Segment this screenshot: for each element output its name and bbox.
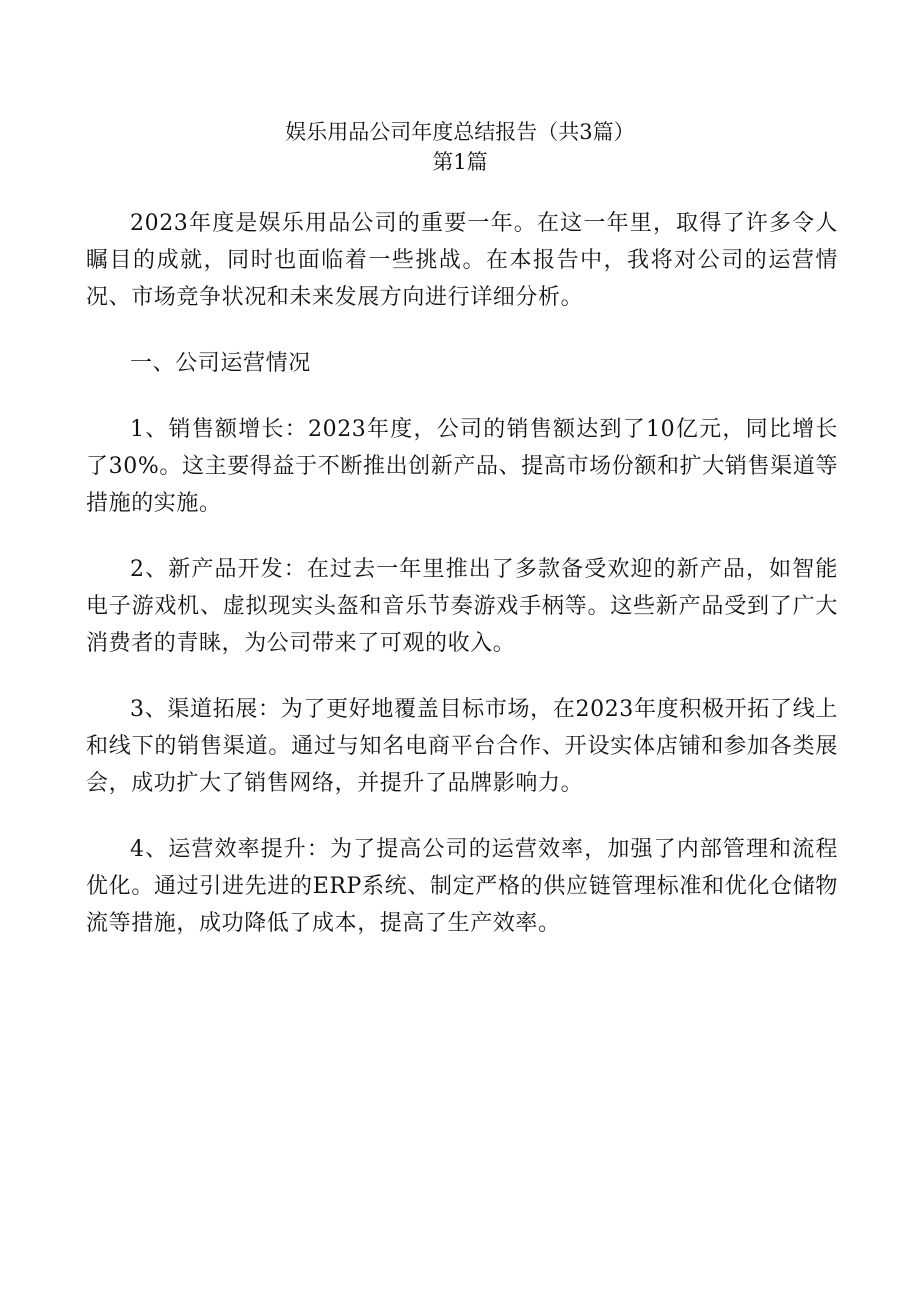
document-title: 娱乐用品公司年度总结报告（共3篇）: [285, 120, 635, 144]
list-item-channel-expansion: 3、渠道拓展：为了更好地覆盖目标市场，在2023年度积极开拓了线上和线下的销售渠道。通过与知名电商平台合作、开设实体店铺和参加各类展会，成功扩大了销售网络，并提升了品牌影响力。: [86, 697, 838, 796]
list-item-new-products: 2、新产品开发：在过去一年里推出了多款备受欢迎的新产品，如智能电子游戏机、虚拟现实头盔和音乐节奏游戏手柄等。这些新产品受到了广大消费者的青睐，为公司带来了可观的收入。: [86, 557, 838, 656]
section-heading: 一、公司运营情况: [130, 351, 311, 376]
intro-paragraph: 2023年度是娱乐用品公司的重要一年。在这一年里，取得了许多令人瞩目的成就，同时也面临着一些挑战。在本报告中，我将对公司的运营情况、市场竞争状况和未来发展方向进行详细分析。: [86, 211, 838, 310]
list-item-efficiency: 4、运营效率提升：为了提高公司的运营效率，加强了内部管理和流程优化。通过引进先进的ERP系统、制定严格的供应链管理标准和优化仓储物流等措施，成功降低了成本，提高了生产效率。: [86, 837, 838, 936]
list-item-sales-growth: 1、销售额增长：2023年度，公司的销售额达到了10亿元，同比增长了30%。这主要得益于不断推出创新产品、提高市场份额和扩大销售渠道等措施的实施。: [86, 417, 838, 516]
document-subtitle: 第1篇: [432, 150, 488, 174]
title-block: [0, 117, 920, 177]
document-body: [86, 205, 838, 971]
